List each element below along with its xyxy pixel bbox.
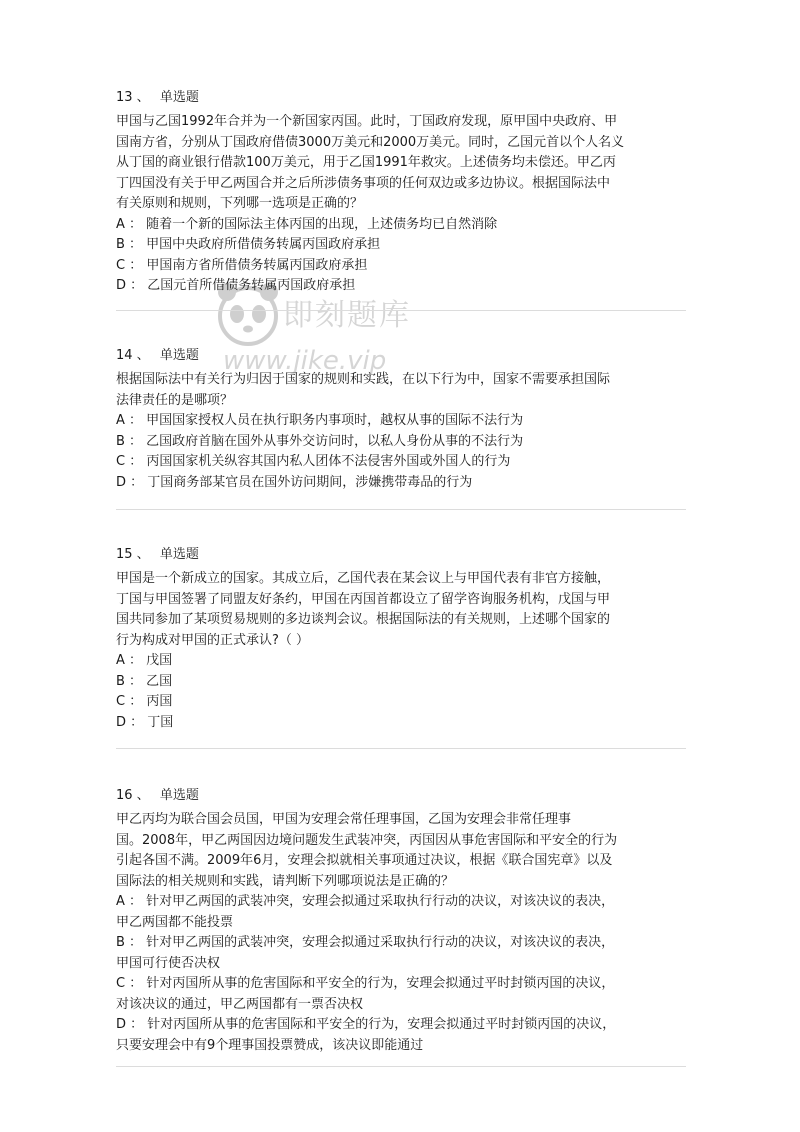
question-header xyxy=(116,88,686,108)
question-13 xyxy=(116,88,686,297)
option-a: A ： 针对甲乙两国的武装冲突，安理会拟通过采取执行行动的决议，对该决议的表决， xyxy=(116,894,615,909)
question-line: 丁四国没有关于甲乙两国合并之后所涉债务事项的任何双边或多边协议。根据国际法中 xyxy=(116,175,611,191)
option-d-cont: 只要安理会中有9个理事国投票赞成，该决议即能通过 xyxy=(116,1037,424,1053)
option-b: B ： 乙国政府首脑在国外从事外交访问时，以私人身份从事的不法行为 xyxy=(116,433,524,449)
option-c-cont: 对该决议的通过，甲乙两国都有一票否决权 xyxy=(116,996,364,1012)
divider xyxy=(116,310,686,311)
option-a: A ： 甲国国家授权人员在执行职务内事项时，越权从事的国际不法行为 xyxy=(116,413,524,428)
option-c: C ： 丙国国家机关纵容其国内私人团体不法侵害外国或外国人的行为 xyxy=(116,454,511,469)
question-header xyxy=(116,545,686,565)
question-header xyxy=(116,786,686,806)
question-line: 甲乙丙均为联合国会员国，甲国为安理会常任理事国，乙国为安理会非常任理事 xyxy=(116,812,572,827)
watermark-site: www.jike.vip xyxy=(223,346,387,376)
question-line: 引起各国不满。2009年6月，安理会拟就相关事项通过决议，根据《联合国宪章》以及 xyxy=(116,853,613,868)
option-b: B ： 乙国 xyxy=(116,673,173,689)
question-15 xyxy=(116,545,686,733)
question-number: 16 、 xyxy=(116,788,150,803)
question-line: 国。2008年，甲乙两国因边境问题发生武装冲突，丙国因从事危害国际和平安全的行为 xyxy=(116,832,618,848)
watermark-brand: 即刻题库 xyxy=(283,298,411,333)
question-line: 国际法的相关规则和实践，请判断下列哪项说法是正确的？ xyxy=(116,873,455,889)
question-type: 单选题 xyxy=(159,348,199,363)
question-type: 单选题 xyxy=(159,788,199,803)
question-line: 国南方省，分别从丁国政府借债3000万美元和2000万美元。同时，乙国元首以个人名义 xyxy=(116,134,625,150)
question-line: 根据国际法中有关行为归因于国家的规则和实践，在以下行为中，国家不需要承担国际 xyxy=(116,372,611,387)
question-14 xyxy=(116,346,686,493)
option-d: D ： 针对丙国所从事的危害国际和平安全的行为，安理会拟通过平时封锁丙国的决议， xyxy=(116,1017,616,1032)
option-a: A ： 戊国 xyxy=(116,653,173,668)
question-line: 行为构成对甲国的正式承认?（ ） xyxy=(116,632,310,648)
question-type: 单选题 xyxy=(159,90,199,105)
option-a-cont: 甲乙两国都不能投票 xyxy=(116,914,234,930)
divider xyxy=(116,748,686,749)
option-d: D ： 丁国商务部某官员在国外访问期间，涉嫌携带毒品的行为 xyxy=(116,474,473,490)
question-line: 法律责任的是哪项？ xyxy=(116,392,234,408)
option-a: A ： 随着一个新的国际法主体丙国的出现，上述债务均已自然消除 xyxy=(116,216,498,232)
question-number: 13 、 xyxy=(116,90,150,105)
question-line: 丁国与甲国签署了同盟友好条约，甲国在丙国首都设立了留学咨询服务机构，戊国与甲 xyxy=(116,591,611,607)
option-c: C ： 针对丙国所从事的危害国际和平安全的行为，安理会拟通过平时封锁丙国的决议， xyxy=(116,976,615,991)
question-number: 14 、 xyxy=(116,348,150,363)
question-line: 国共同参加了某项贸易规则的多边谈判会议。根据国际法的有关规则，上述哪个国家的 xyxy=(116,612,611,627)
option-d: D ： 乙国元首所借债务转属丙国政府承担 xyxy=(116,278,356,293)
option-b-cont: 甲国可行使否决权 xyxy=(116,955,221,971)
option-b: B ： 甲国中央政府所借债务转属丙国政府承担 xyxy=(116,237,381,252)
question-16 xyxy=(116,786,686,1056)
question-line: 甲国是一个新成立的国家。其成立后，乙国代表在某会议上与甲国代表有非官方接触， xyxy=(116,571,611,586)
question-line: 甲国与乙国1992年合并为一个新国家丙国。此时，丁国政府发现，原甲国中央政府、甲 xyxy=(116,114,618,129)
question-number: 15 、 xyxy=(116,547,150,562)
question-line: 有关原则和规则，下列哪一选项是正确的？ xyxy=(116,196,364,211)
question-header xyxy=(116,346,686,366)
option-d: D ： 丁国 xyxy=(116,714,174,730)
divider xyxy=(116,509,686,510)
divider xyxy=(116,1066,686,1067)
option-b: B ： 针对甲乙两国的武装冲突，安理会拟通过采取执行行动的决议，对该决议的表决， xyxy=(116,935,615,950)
question-line: 从丁国的商业银行借款100万美元，用于乙国1991年救灾。上述债务均未偿还。甲乙丙 xyxy=(116,155,616,170)
option-c: C ： 丙国 xyxy=(116,694,173,709)
question-type: 单选题 xyxy=(159,547,199,562)
option-c: C ： 甲国南方省所借债务转属丙国政府承担 xyxy=(116,257,368,273)
